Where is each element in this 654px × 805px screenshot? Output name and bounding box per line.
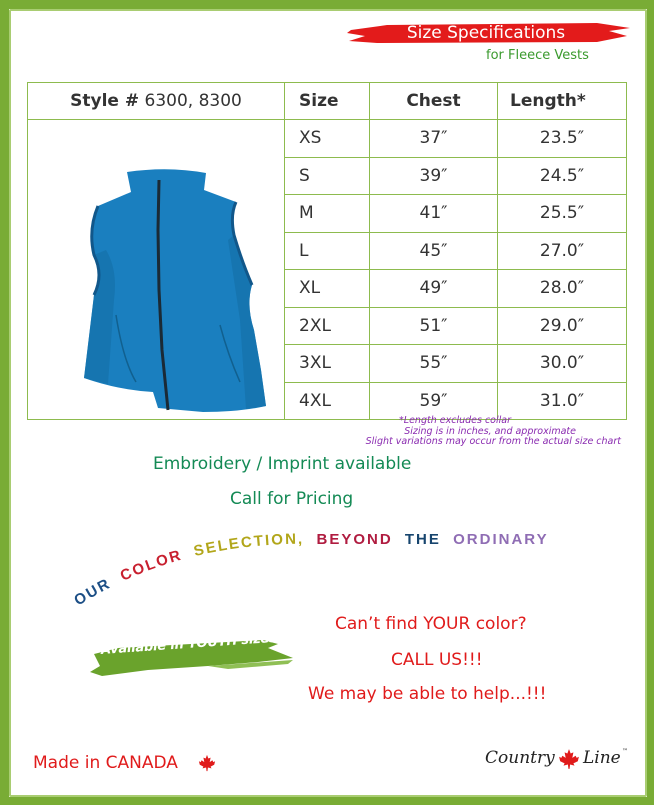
size-footnotes — [366, 416, 621, 448]
frame-bottom-border — [0, 797, 654, 805]
length-cell: 31.0″ — [498, 382, 627, 420]
page-subtitle: for Fleece Vests — [486, 48, 589, 63]
style-label: Style # — [70, 91, 140, 111]
product-image-cell — [28, 120, 285, 420]
slogan-beyond: BEYOND — [316, 531, 393, 548]
length-cell: 23.5″ — [498, 120, 627, 158]
chest-cell: 55″ — [370, 345, 498, 383]
youth-sizes-label: Available in YOUTH sizes — [100, 630, 278, 658]
brand-logo-country: Country — [485, 748, 555, 768]
slogan-ordinary: ORDINARY — [453, 531, 549, 548]
size-cell: M — [285, 195, 370, 233]
chest-cell: 45″ — [370, 232, 498, 270]
column-header-chest: Chest — [370, 83, 498, 120]
footnote-variation: Slight variations may occur from the actual size chart — [365, 436, 621, 447]
size-cell: XS — [285, 120, 370, 158]
chest-cell: 37″ — [370, 120, 498, 158]
title-banner — [347, 22, 630, 44]
svg-text:OUR COLOR SELECTIO — [71, 531, 548, 610]
length-cell: 25.5″ — [498, 195, 627, 233]
chest-cell: 39″ — [370, 157, 498, 195]
size-spec-table — [27, 82, 627, 420]
brand-logo-line: Line — [583, 748, 621, 768]
footnote-sizing: Sizing is in inches, and approximate — [404, 425, 576, 437]
chest-cell: 59″ — [370, 382, 498, 420]
chest-cell: 51″ — [370, 307, 498, 345]
slogan-our: OUR — [71, 574, 114, 610]
style-number-cell — [28, 83, 285, 120]
length-cell: 24.5″ — [498, 157, 627, 195]
pricing-text: Call for Pricing — [230, 489, 354, 509]
slogan-selection: SELECTION, — [192, 530, 305, 560]
frame-right-border — [647, 0, 654, 805]
table-row — [28, 120, 627, 158]
chest-cell: 49″ — [370, 270, 498, 308]
call-us-text: CALL US!!! — [391, 650, 483, 670]
color-slogan — [60, 520, 580, 610]
cant-find-color-text: Can’t find YOUR color? — [335, 614, 527, 634]
frame-top-border — [0, 0, 654, 9]
maple-leaf-icon — [198, 754, 216, 772]
chest-cell: 41″ — [370, 195, 498, 233]
slogan-the: THE — [404, 531, 441, 548]
column-header-size: Size — [285, 83, 370, 120]
slogan-color: COLOR — [117, 546, 185, 585]
column-header-length: Length* — [498, 83, 627, 120]
size-cell: XL — [285, 270, 370, 308]
brand-maple-leaf-icon — [558, 748, 580, 770]
fleece-vest-image — [28, 120, 284, 414]
help-text: We may be able to help...!!! — [308, 684, 547, 704]
frame-left-border — [0, 0, 9, 805]
made-in-canada-text: Made in CANADA — [33, 753, 178, 773]
size-cell: 2XL — [285, 307, 370, 345]
footnote-length: *Length excludes collar — [399, 415, 511, 426]
length-cell: 28.0″ — [498, 270, 627, 308]
size-cell: L — [285, 232, 370, 270]
style-numbers: 6300, 8300 — [144, 91, 242, 111]
length-cell: 27.0″ — [498, 232, 627, 270]
size-cell: S — [285, 157, 370, 195]
size-cell: 4XL — [285, 382, 370, 420]
page-title: Size Specifications — [406, 23, 566, 43]
length-cell: 29.0″ — [498, 307, 627, 345]
length-cell: 30.0″ — [498, 345, 627, 383]
table-header-row — [28, 83, 627, 120]
brand-trademark: ™ — [622, 748, 628, 755]
size-cell: 3XL — [285, 345, 370, 383]
embroidery-text: Embroidery / Imprint available — [153, 454, 412, 474]
